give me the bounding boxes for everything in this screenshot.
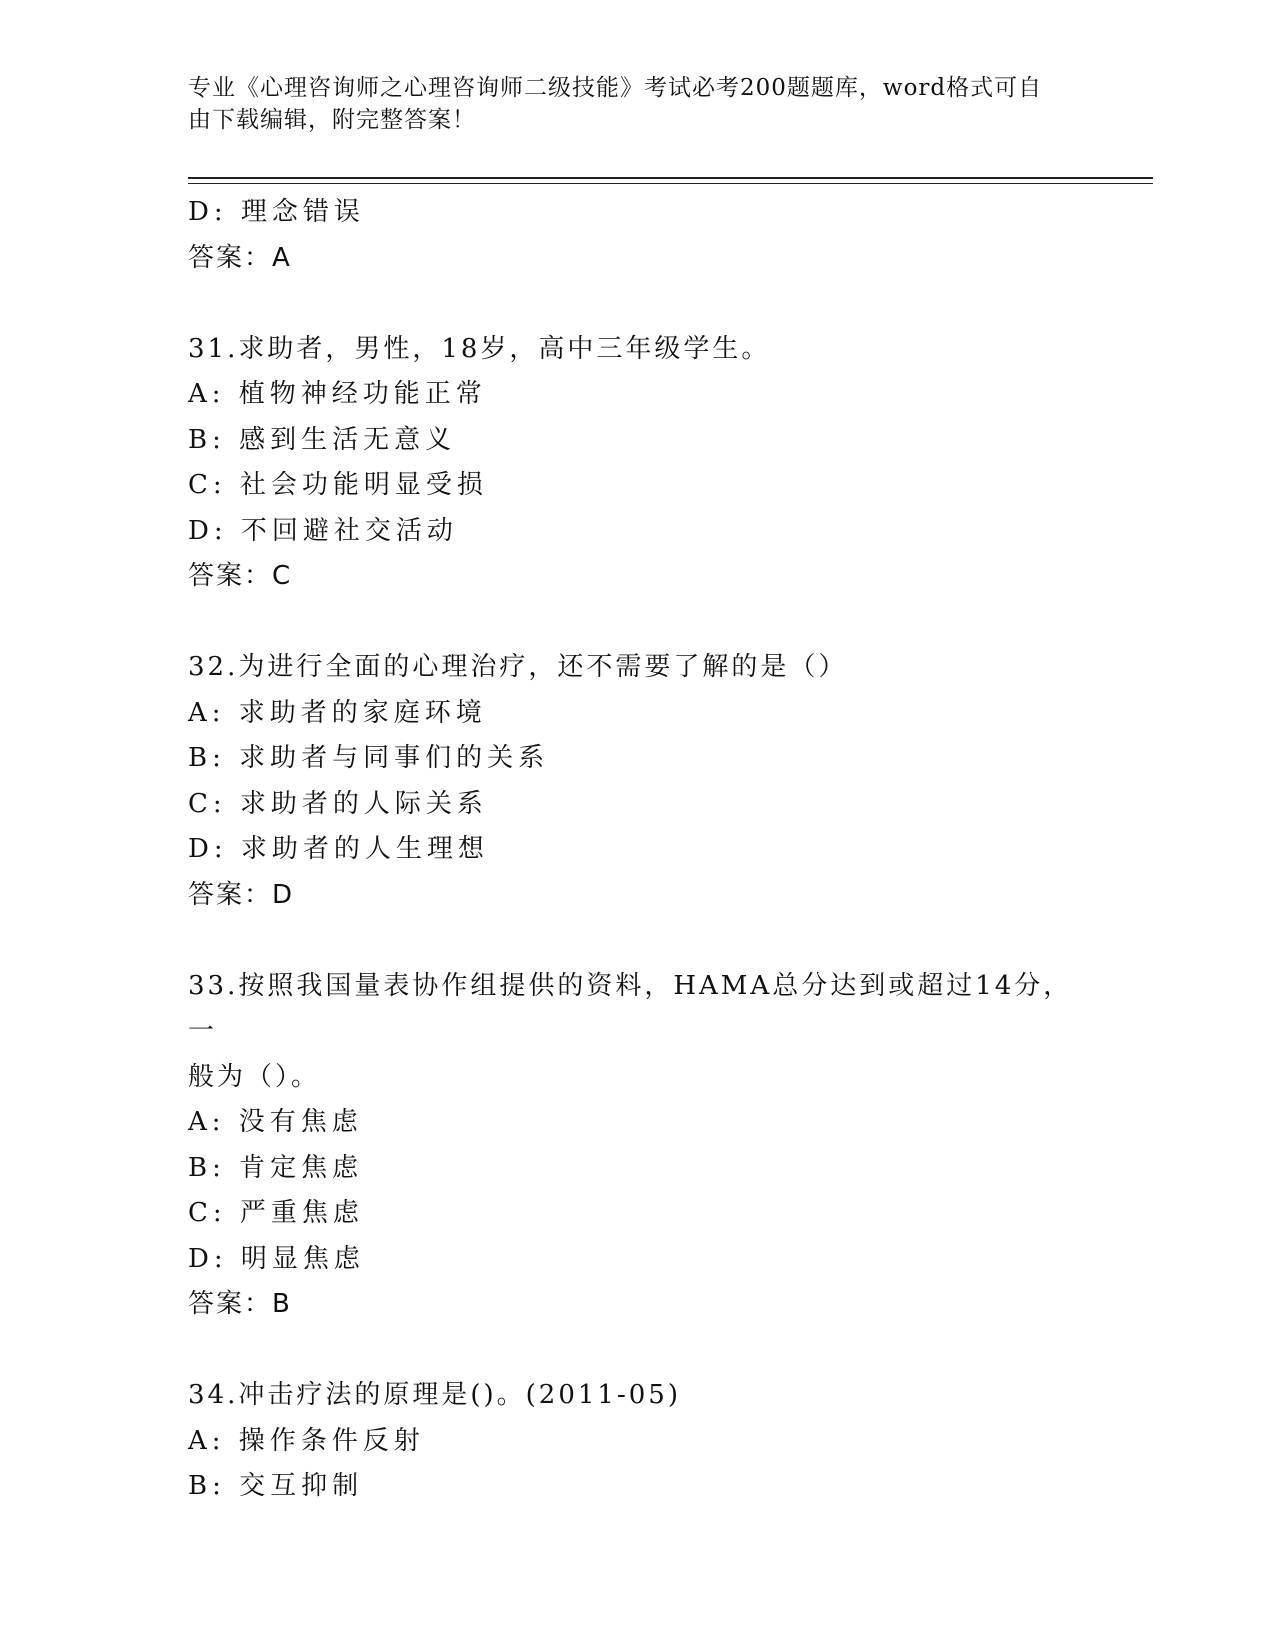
option-a: A: 植物神经功能正常 (188, 379, 487, 409)
answer-line: 答案：B (188, 1289, 292, 1319)
option-d: D: 求助者的人生理想 (188, 834, 489, 864)
question-stem: 32.为进行全面的心理治疗，还不需要了解的是（） (188, 652, 848, 682)
option-a: A: 求助者的家庭环境 (188, 697, 487, 728)
question-33 (188, 964, 1088, 1328)
option-c: C: 求助者的人际关系 (188, 788, 488, 819)
question-stem: 34.冲击疗法的原理是()。(2011-05) (188, 1380, 681, 1410)
question-stem-line-2: 般为（）。 (188, 1061, 321, 1092)
option-a: A: 操作条件反射 (188, 1425, 425, 1456)
question-stem-line-1: 33.按照我国量表协作组提供的资料，HAMA总分达到或超过14分，一 (188, 970, 1073, 1046)
answer-line: 答案：D (188, 879, 295, 910)
option-c: C: 严重焦虑 (188, 1198, 364, 1228)
question-stem: 31.求助者，男性，18岁，高中三年级学生。 (188, 333, 771, 364)
header-divider-thin (188, 183, 1153, 184)
option-b: B: 求助者与同事们的关系 (188, 743, 550, 773)
question-list (188, 190, 1088, 1510)
answer-line: 答案：A (188, 242, 292, 273)
answer-line: 答案：C (188, 561, 293, 591)
question-32 (188, 645, 1088, 918)
option-d: D: 明显焦虑 (188, 1243, 365, 1274)
option-a: A: 没有焦虑 (188, 1107, 363, 1137)
page-header (188, 72, 1068, 136)
option-b: B: 肯定焦虑 (188, 1152, 364, 1183)
option-c: C: 社会功能明显受损 (188, 470, 488, 500)
question-34 (188, 1373, 1088, 1510)
header-line-2: 由下载编辑，附完整答案！ (188, 107, 476, 133)
option-b: B: 交互抑制 (188, 1471, 364, 1501)
option-d: D: 不回避社交活动 (188, 515, 458, 546)
option-b: B: 感到生活无意义 (188, 424, 457, 455)
header-line-1: 专业《心理咨询师之心理咨询师二级技能》考试必考200题题库，word格式可自 (188, 75, 1043, 101)
option-d: D: 理念错误 (188, 197, 365, 227)
question-31 (188, 327, 1088, 600)
header-divider-thick (188, 177, 1153, 179)
